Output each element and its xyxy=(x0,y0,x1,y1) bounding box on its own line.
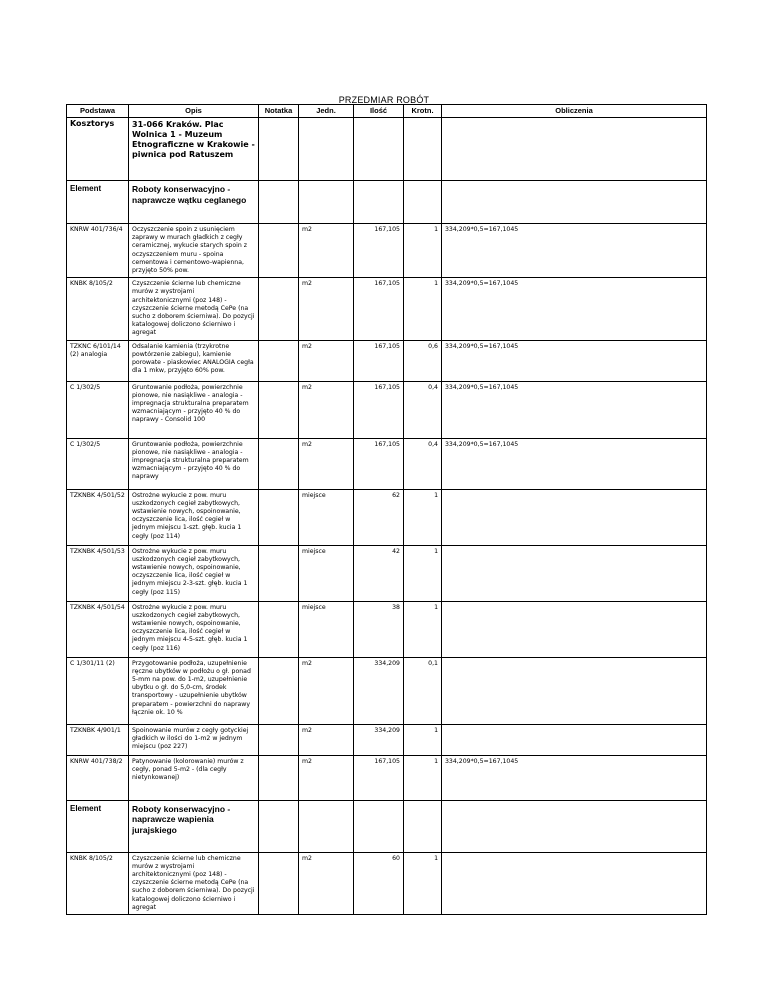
cell-opis: Oczyszczenie spoin z usunięciem zaprawy w murach gładkich z cegły ceramicznej, wykucie starych spoin z oczyszczeniem muru - spoina cementowa i cementowo-wapienna, przyjęto 50% pow. xyxy=(129,224,259,278)
cell-opis: Ostrożne wykucie z pow. muru uszkodzonych cegieł zabytkowych, wstawienie nowych, ospoinowanie, oczyszczenie lica, ilość cegieł w jednym miejscu 4-5-szt. głęb. kucia 1 cegły (poz 116) xyxy=(129,601,259,657)
cell-jedn: m2 xyxy=(299,657,354,724)
cell-krotn: 0,4 xyxy=(404,381,442,438)
cell-krotn: 1 xyxy=(404,489,442,545)
cell-obliczenia: 334,209*0,5=167,1045 xyxy=(442,278,707,340)
element-label: Element xyxy=(67,800,129,852)
col-notatka: Notatka xyxy=(259,105,299,118)
col-opis: Opis xyxy=(129,105,259,118)
cell-opis: Gruntowanie podłoża, powierzchnie pionowe, nie nasiąkliwe - analogia - impregnacja strukturalna preparatem wzmacniającym - przyjęto 40 % do naprawy xyxy=(129,438,259,489)
cell-podstawa: C 1/301/11 (2) xyxy=(67,657,129,724)
cell-podstawa: TZKNBK 4/501/54 xyxy=(67,601,129,657)
cell-obliczenia: 334,209*0,5=167,1045 xyxy=(442,381,707,438)
cell-obliczenia xyxy=(442,852,707,914)
table-row xyxy=(67,657,707,724)
cell-opis: Ostrożne wykucie z pow. muru uszkodzonych cegieł zabytkowych, wstawienie nowych, ospoinowanie, oczyszczenie lica, ilość cegieł w jednym miejscu 2-3-szt. głęb. kucia 1 cegły (poz 115) xyxy=(129,545,259,601)
cell-notatka xyxy=(259,438,299,489)
col-krotn: Krotn. xyxy=(404,105,442,118)
table-row xyxy=(67,224,707,278)
cell-opis: Gruntowanie podłoża, powierzchnie pionowe, nie nasiąkliwe - analogia - impregnacja strukturalna preparatem wzmacniającym - przyjęto 40 % do naprawy - Consolid 100 xyxy=(129,381,259,438)
cell-jedn: m2 xyxy=(299,224,354,278)
cell-podstawa: KNRW 401/738/2 xyxy=(67,755,129,800)
cell-obliczenia: 334,209*0,5=167,1045 xyxy=(442,340,707,381)
cell-opis: Czyszczenie ścierne lub chemiczne murów z wystrojami architektonicznymi (poz 148) - czyszczenie ścierne metodą CePe (na sucho z doborem ścierniwa). Do pozycji katalogowej doliczono ścierniwo i agregat xyxy=(129,852,259,914)
cell-notatka xyxy=(259,278,299,340)
cell-ilosc: 334,209 xyxy=(354,724,404,755)
cell-podstawa: TZKNBK 4/501/53 xyxy=(67,545,129,601)
cell-obliczenia: 334,209*0,5=167,1045 xyxy=(442,438,707,489)
element-title: Roboty konserwacyjno - naprawcze wątku ceglanego xyxy=(129,181,259,224)
cell-obliczenia xyxy=(442,545,707,601)
cell-notatka xyxy=(259,724,299,755)
cell-notatka xyxy=(259,545,299,601)
cell-opis: Patynowanie (kolorowanie) murów z cegły, ponad 5-m2 - (dla cegły nietynkowanej) xyxy=(129,755,259,800)
cell-krotn: 1 xyxy=(404,278,442,340)
table-row xyxy=(67,340,707,381)
cell-krotn: 1 xyxy=(404,545,442,601)
cell-opis: Przygotowanie podłoża, uzupełnienie ręczne ubytków w podłożu o gł. ponad 5-mm na pow. do 1-m2, uzupełnienie ubytku o gł. do 5,0-cm, środek transportowy - uzupełnienie ubytków preparatem - powierzchni do naprawy łącznie ok. 10 % xyxy=(129,657,259,724)
element-title: Roboty konserwacyjno - naprawcze wapienia jurajskiego xyxy=(129,800,259,852)
cell-opis: Spoinowanie murów z cegły gotyckiej gładkich w ilości do 1-m2 w jednym miejscu (poz 227) xyxy=(129,724,259,755)
table-row xyxy=(67,489,707,545)
cell-ilosc: 167,105 xyxy=(354,278,404,340)
cell-krotn: 1 xyxy=(404,224,442,278)
table-row xyxy=(67,724,707,755)
col-podstawa: Podstawa xyxy=(67,105,129,118)
cell-ilosc: 167,105 xyxy=(354,224,404,278)
cell-krotn: 1 xyxy=(404,724,442,755)
cell-podstawa: TZKNBK 4/501/52 xyxy=(67,489,129,545)
cell-opis: Odsalanie kamienia (trzykrotne powtórzenie zabiegu), kamienie porowate - piaskowiec ANALOGIA cegła dla 1 mkw, przyjęto 60% pow. xyxy=(129,340,259,381)
cell-obliczenia xyxy=(442,724,707,755)
cell-obliczenia xyxy=(442,601,707,657)
cell-notatka xyxy=(259,755,299,800)
cell-ilosc: 167,105 xyxy=(354,340,404,381)
element-row xyxy=(67,800,707,852)
cell-podstawa: KNBK 8/105/2 xyxy=(67,852,129,914)
cell-ilosc: 334,209 xyxy=(354,657,404,724)
cell-obliczenia xyxy=(442,489,707,545)
cell-ilosc: 167,105 xyxy=(354,381,404,438)
cell-opis: Ostrożne wykucie z pow. muru uszkodzonych cegieł zabytkowych, wstawienie nowych, ospoinowanie, oczyszczenie lica, ilość cegieł w jednym miejscu 1-szt. głęb. kucia 1 cegły (poz 114) xyxy=(129,489,259,545)
cell-notatka xyxy=(259,340,299,381)
cell-podstawa: C 1/302/5 xyxy=(67,381,129,438)
cell-podstawa: TZKNBK 4/901/1 xyxy=(67,724,129,755)
cell-notatka xyxy=(259,657,299,724)
cell-ilosc: 38 xyxy=(354,601,404,657)
element-label: Element xyxy=(67,181,129,224)
col-ilosc: Ilość xyxy=(354,105,404,118)
table-row xyxy=(67,545,707,601)
cell-jedn: m2 xyxy=(299,340,354,381)
cell-obliczenia: 334,209*0,5=167,1045 xyxy=(442,755,707,800)
kosztorys-label: Kosztorys xyxy=(67,118,129,181)
cell-podstawa: TZKNC 6/101/14 (2) analogia xyxy=(67,340,129,381)
document-title: PRZEDMIAR ROBÓT xyxy=(338,95,430,105)
cell-jedn: m2 xyxy=(299,755,354,800)
cell-jedn: m2 xyxy=(299,852,354,914)
element-row xyxy=(67,181,707,224)
cell-krotn: 0,6 xyxy=(404,340,442,381)
kosztorys-row xyxy=(67,118,707,181)
cell-podstawa: C 1/302/5 xyxy=(67,438,129,489)
cell-notatka xyxy=(259,489,299,545)
cell-krotn: 1 xyxy=(404,601,442,657)
cell-jedn: miejsce xyxy=(299,601,354,657)
table-row xyxy=(67,278,707,340)
cell-notatka xyxy=(259,852,299,914)
cell-ilosc: 167,105 xyxy=(354,438,404,489)
cell-obliczenia: 334,209*0,5=167,1045 xyxy=(442,224,707,278)
cell-jedn: m2 xyxy=(299,438,354,489)
cell-podstawa: KNBK 8/105/2 xyxy=(67,278,129,340)
cell-podstawa: KNRW 401/736/4 xyxy=(67,224,129,278)
cell-ilosc: 167,105 xyxy=(354,755,404,800)
col-obliczenia: Obliczenia xyxy=(442,105,707,118)
cell-jedn: miejsce xyxy=(299,489,354,545)
cell-jedn: m2 xyxy=(299,724,354,755)
table-row xyxy=(67,601,707,657)
cell-notatka xyxy=(259,224,299,278)
cell-ilosc: 60 xyxy=(354,852,404,914)
table-row xyxy=(67,755,707,800)
cell-ilosc: 62 xyxy=(354,489,404,545)
table-row xyxy=(67,438,707,489)
przedmiar-table xyxy=(66,104,707,915)
col-jedn: Jedn. xyxy=(299,105,354,118)
cell-notatka xyxy=(259,381,299,438)
cell-obliczenia xyxy=(442,657,707,724)
header-row xyxy=(67,105,707,118)
cell-jedn: m2 xyxy=(299,381,354,438)
cell-notatka xyxy=(259,601,299,657)
cell-krotn: 0,4 xyxy=(404,438,442,489)
cell-ilosc: 42 xyxy=(354,545,404,601)
cell-krotn: 1 xyxy=(404,852,442,914)
cell-jedn: m2 xyxy=(299,278,354,340)
table-row xyxy=(67,381,707,438)
cell-opis: Czyszczenie ścierne lub chemiczne murów z wystrojami architektonicznymi (poz 148) - czyszczenie ścierne metodą CePe (na sucho z doborem ścierniwa). Do pozycji katalogowej doliczono ścierniwo i agregat xyxy=(129,278,259,340)
cell-krotn: 0,1 xyxy=(404,657,442,724)
kosztorys-description: 31-066 Kraków. Plac Wolnica 1 - Muzeum Etnograficzne w Krakowie - piwnica pod Ratuszem xyxy=(129,118,259,181)
cell-krotn: 1 xyxy=(404,755,442,800)
table-row xyxy=(67,852,707,914)
cell-jedn: miejsce xyxy=(299,545,354,601)
